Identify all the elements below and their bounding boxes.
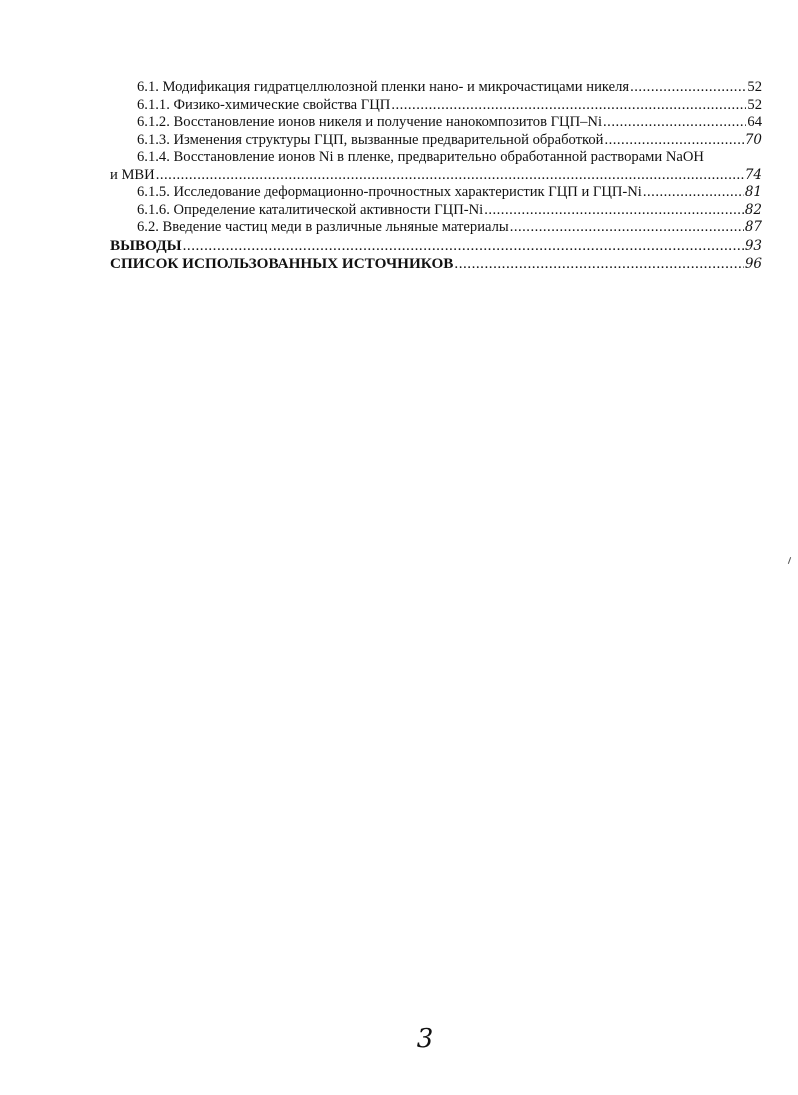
table-of-contents xyxy=(110,79,762,273)
toc-entry-title-continuation: и МВИ xyxy=(110,166,155,183)
toc-leader-dots xyxy=(454,255,743,273)
toc-entry xyxy=(110,97,762,115)
toc-entry xyxy=(110,114,762,132)
toc-entry-first-line xyxy=(110,149,762,167)
page-number: 3 xyxy=(416,1024,434,1054)
toc-entry-title: 6.1. Модификация гидратцеллюлозной пленки нано- и микрочастицами никеля xyxy=(137,79,630,95)
margin-pen-mark xyxy=(788,557,791,564)
toc-entry xyxy=(110,132,762,150)
toc-entry-page: 81 xyxy=(744,184,762,200)
toc-entry-page: 93 xyxy=(744,237,762,254)
toc-entry-page: 87 xyxy=(744,219,762,235)
toc-heading-title: СПИСОК ИСПОЛЬЗОВАННЫХ ИСТОЧНИКОВ xyxy=(110,254,454,272)
toc-heading-title: ВЫВОДЫ xyxy=(110,236,182,254)
toc-heading-entry xyxy=(110,255,762,273)
toc-leader-dots xyxy=(604,132,743,150)
toc-entry xyxy=(110,202,762,220)
toc-entry-page: 74 xyxy=(744,166,762,183)
toc-leader-dots xyxy=(630,79,746,97)
toc-entry-page: 52 xyxy=(747,79,762,95)
toc-entry-title: 6.1.2. Восстановление ионов никеля и получение нанокомпозитов ГЦП–Ni xyxy=(137,114,603,130)
toc-entry xyxy=(110,219,762,237)
toc-entry-title: 6.1.5. Исследование деформационно-прочностных характеристик ГЦП и ГЦП-Ni xyxy=(137,184,642,200)
toc-entry-continuation xyxy=(110,167,762,185)
toc-heading-entry xyxy=(110,237,762,255)
toc-entry-title: 6.1.6. Определение каталитической активности ГЦП-Ni xyxy=(137,201,484,218)
toc-leader-dots xyxy=(603,114,746,132)
toc-entry-page: 52 xyxy=(747,96,762,113)
toc-entry xyxy=(110,79,762,97)
toc-leader-dots xyxy=(391,97,746,115)
toc-entry-page: 96 xyxy=(744,255,762,272)
toc-entry xyxy=(110,184,762,202)
toc-entry-page: 70 xyxy=(744,131,762,148)
toc-entry-page: 82 xyxy=(744,201,762,218)
toc-entry-title: 6.1.1. Физико-химические свойства ГЦП xyxy=(137,96,391,113)
toc-leader-dots xyxy=(510,219,744,237)
toc-leader-dots xyxy=(156,167,744,185)
toc-leader-dots xyxy=(643,184,744,202)
toc-entry-page: 64 xyxy=(747,114,762,130)
toc-entry-title: 6.1.3. Изменения структуры ГЦП, вызванные предварительной обработкой xyxy=(137,131,604,148)
toc-entry-title: 6.1.4. Восстановление ионов Ni в пленке, предварительно обработанной растворами NaOH xyxy=(137,149,704,165)
toc-leader-dots xyxy=(183,237,744,255)
toc-leader-dots xyxy=(484,202,744,220)
toc-entry-title: 6.2. Введение частиц меди в различные льняные материалы xyxy=(137,219,509,235)
